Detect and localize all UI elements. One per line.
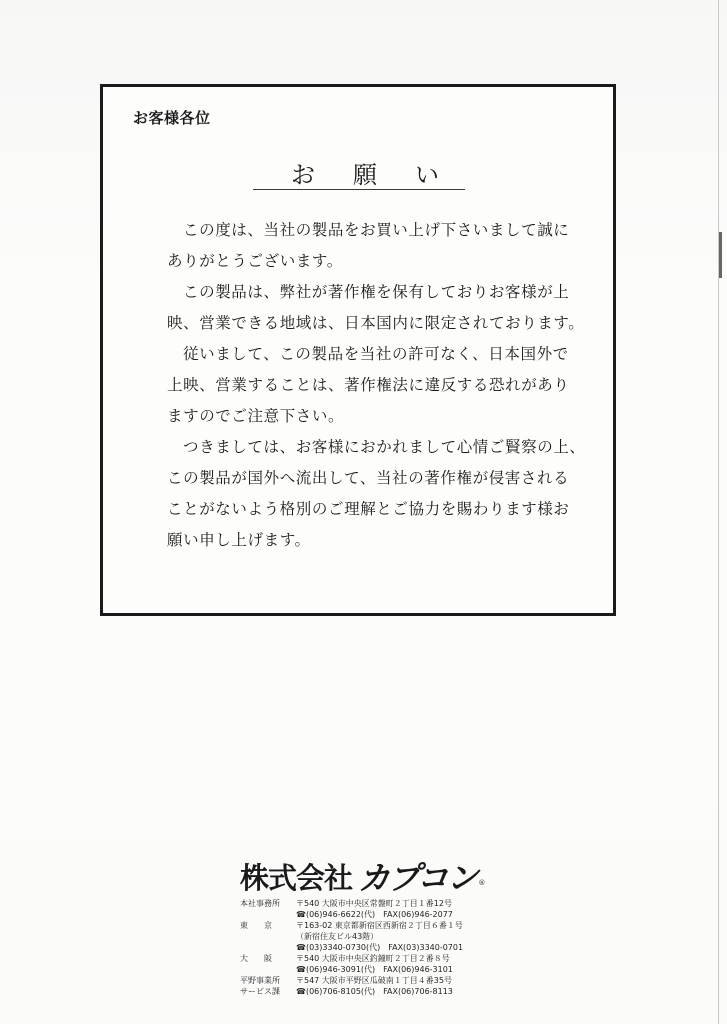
company-footer (240, 856, 490, 997)
notice-title-block (253, 151, 477, 190)
notice-paragraph (167, 215, 570, 277)
page-edge-line (718, 0, 719, 1024)
notice-line: ありがとうございます。 (167, 252, 343, 270)
office-list (240, 898, 490, 997)
office-line: 〒540 大阪市中央区釣鐘町２丁目２番８号 (296, 954, 450, 963)
registered-mark: ® (478, 879, 486, 887)
notice-line: つきましては、お客様におかれまして心情ご賢察の上、 (183, 438, 586, 456)
notice-line: 上映、営業することは、著作権法に違反する恐れがあり (167, 376, 570, 394)
notice-line: ことがないよう格別のご理解とご協力を賜わります様お (167, 500, 570, 518)
office-name: 東 京 (240, 921, 272, 930)
office-name: 平野事業所 (240, 976, 280, 985)
office-entry (240, 898, 490, 920)
office-details (296, 975, 490, 986)
office-line: ☎(06)946-6622(代) FAX(06)946-2077 (296, 910, 453, 919)
notice-line: 映、営業できる地域は、日本国内に限定されております。 (167, 314, 585, 332)
office-name: サービス課 (240, 987, 280, 996)
office-line: ☎(03)3340-0730(代) FAX(03)3340-0701 (296, 943, 464, 952)
notice-line: ますのでご注意下さい。 (167, 407, 345, 425)
notice-line: 願い申し上げます。 (167, 531, 311, 549)
office-details (296, 953, 490, 975)
notice-body (167, 215, 586, 556)
notice-box (100, 84, 616, 616)
office-line: ☎(06)706-8105(代) FAX(06)706-8113 (296, 987, 453, 996)
salutation: お客様各位 (133, 109, 211, 127)
office-name: 本社事務所 (240, 899, 280, 908)
office-line: 〒163-02 東京都新宿区西新宿２丁目６番１号 (296, 921, 463, 930)
office-entry (240, 953, 490, 975)
company-logo: カプコン (358, 859, 477, 897)
company-name-block (240, 856, 490, 896)
office-line: ☎(06)946-3091(代) FAX(06)946-3101 (296, 965, 453, 974)
notice-paragraph (167, 339, 570, 432)
office-line: （新宿住友ビル43階） (296, 932, 379, 941)
office-entry (240, 975, 490, 986)
notice-line: この製品は、弊社が著作権を保有しておりお客様が上 (183, 283, 570, 301)
company-prefix: 株式会社 (240, 861, 353, 895)
notice-paragraph (167, 432, 586, 556)
office-details (296, 898, 490, 920)
notice-title: お願い (291, 161, 477, 189)
notice-paragraph (167, 277, 585, 339)
office-entry (240, 986, 490, 997)
office-name: 大 阪 (240, 954, 272, 963)
binding-mark (719, 232, 722, 278)
office-line: 〒540 大阪市中央区常盤町２丁目１番12号 (296, 899, 452, 908)
notice-line: この製品が国外へ流出して、当社の著作権が侵害される (167, 469, 570, 487)
notice-line: 従いまして、この製品を当社の許可なく、日本国外で (183, 345, 569, 363)
notice-line: この度は、当社の製品をお買い上げ下さいまして誠に (183, 221, 570, 239)
office-details (296, 986, 490, 997)
office-entry (240, 920, 490, 953)
office-details (296, 920, 490, 953)
office-line: 〒547 大阪市平野区瓜破南１丁目４番35号 (296, 976, 452, 985)
